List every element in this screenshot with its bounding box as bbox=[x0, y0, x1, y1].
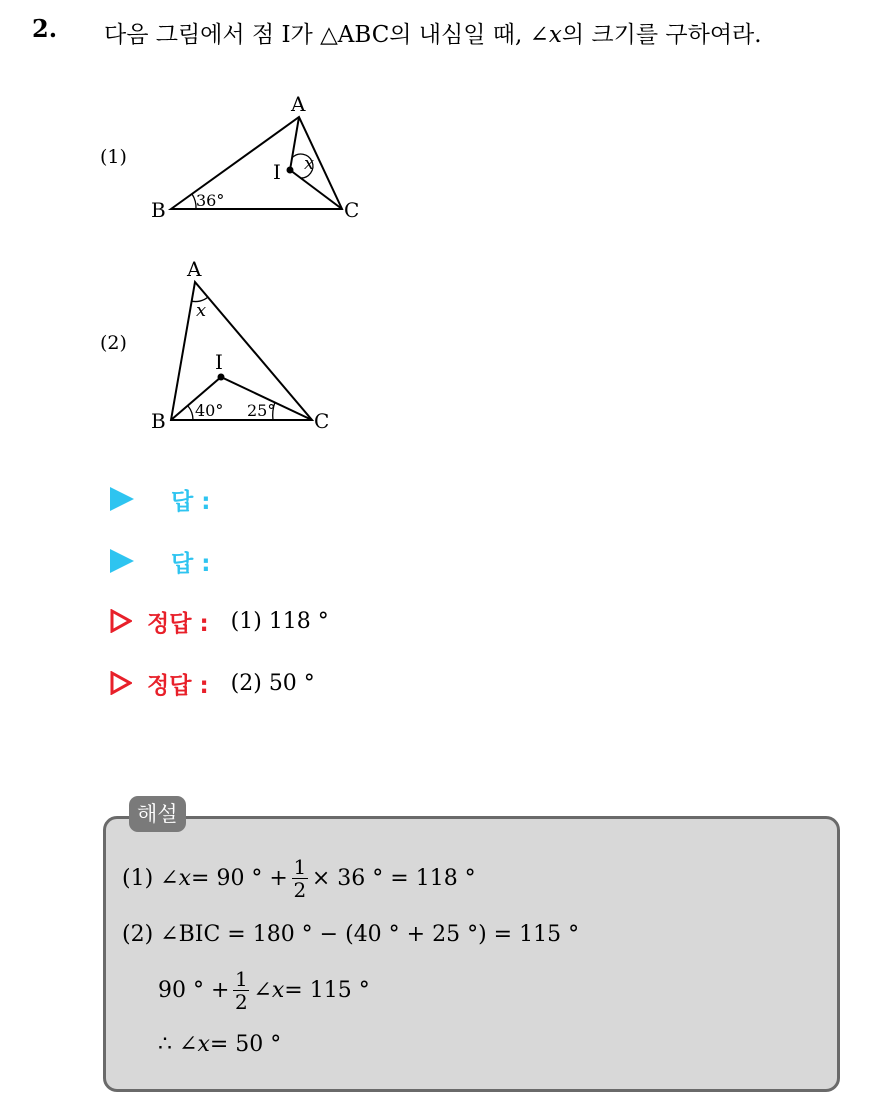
angle-x-label: x bbox=[196, 300, 207, 321]
outline-triangle-icon bbox=[110, 609, 132, 633]
vertex-c: C bbox=[344, 198, 360, 222]
answer-label: 답 : bbox=[171, 488, 211, 515]
angle-b-arc bbox=[188, 406, 193, 420]
correct-answer-value: (1) 118 ° bbox=[230, 608, 329, 634]
correct-answer-1 bbox=[110, 603, 329, 639]
solution-line-4 bbox=[158, 1032, 281, 1057]
sol1-suffix: × 36 ° = 118 ° bbox=[311, 866, 476, 891]
correct-answer-label: 정답 : bbox=[147, 610, 209, 637]
sol4-prefix: ∴ ∠ bbox=[158, 1032, 198, 1057]
point-i bbox=[287, 167, 294, 174]
sol1-mid: = 90 ° + bbox=[191, 866, 288, 891]
correct-answer-value: (2) 50 ° bbox=[230, 670, 315, 696]
angle-x-label: x bbox=[304, 153, 315, 174]
figure1-diagram bbox=[140, 90, 380, 230]
figure2-diagram bbox=[140, 255, 360, 440]
angle-c-label: 25° bbox=[247, 401, 276, 420]
figure1-label: (1) bbox=[100, 146, 127, 168]
vertex-b: B bbox=[151, 409, 166, 433]
correct-answer-label: 정답 : bbox=[147, 672, 209, 699]
sol3-var: x bbox=[271, 978, 285, 1003]
play-triangle-icon bbox=[110, 487, 134, 511]
segment-ai bbox=[290, 117, 299, 170]
vertex-a: A bbox=[187, 257, 202, 281]
solution-line-1 bbox=[122, 856, 476, 901]
sol4-suffix: = 50 ° bbox=[209, 1032, 282, 1057]
answer-label: 답 : bbox=[171, 550, 211, 577]
figure2-label: (2) bbox=[100, 332, 127, 354]
play-triangle-icon bbox=[110, 549, 134, 573]
frac-den: 2 bbox=[235, 990, 248, 1014]
sol3-prefix: 90 ° + bbox=[158, 978, 230, 1003]
sol3-suffix: = 115 ° bbox=[284, 978, 370, 1003]
solution-line-2: (2) ∠BIC = 180 ° − (40 ° + 25 °) = 115 ° bbox=[122, 922, 580, 947]
correct-answer-2 bbox=[110, 665, 315, 701]
sol4-var: x bbox=[197, 1032, 210, 1057]
question-text-before: 다음 그림에서 점 I가 △ABC의 내심일 때, ∠ bbox=[104, 22, 549, 48]
question-text-after: 의 크기를 구하여라. bbox=[561, 22, 762, 48]
segment-ic bbox=[290, 170, 342, 209]
frac-den: 2 bbox=[293, 878, 307, 902]
frac-num: 1 bbox=[293, 855, 307, 879]
sol1-prefix: (1) ∠ bbox=[122, 866, 179, 891]
question-text bbox=[104, 16, 762, 49]
vertex-c: C bbox=[314, 409, 330, 433]
point-i-label: I bbox=[273, 160, 281, 184]
frac-num: 1 bbox=[235, 967, 248, 991]
vertex-b: B bbox=[151, 198, 166, 222]
vertex-a: A bbox=[291, 92, 306, 116]
sol1-var: x bbox=[178, 866, 192, 891]
sol3-mid: ∠ bbox=[253, 978, 272, 1003]
fraction-half bbox=[292, 856, 308, 901]
point-i bbox=[218, 374, 225, 381]
point-i-label: I bbox=[215, 350, 223, 374]
outline-triangle-icon bbox=[110, 671, 132, 695]
angle-b-label: 40° bbox=[195, 401, 224, 420]
angle-b-label: 36° bbox=[196, 191, 225, 210]
question-var: x bbox=[548, 22, 562, 48]
question-number: 2. bbox=[32, 14, 58, 43]
answer-blank-1 bbox=[110, 481, 210, 517]
fraction-half bbox=[233, 968, 249, 1013]
solution-tag: 해설 bbox=[129, 796, 186, 832]
answer-blank-2 bbox=[110, 543, 210, 579]
triangle-abc bbox=[171, 282, 312, 420]
solution-line-3 bbox=[158, 968, 370, 1013]
